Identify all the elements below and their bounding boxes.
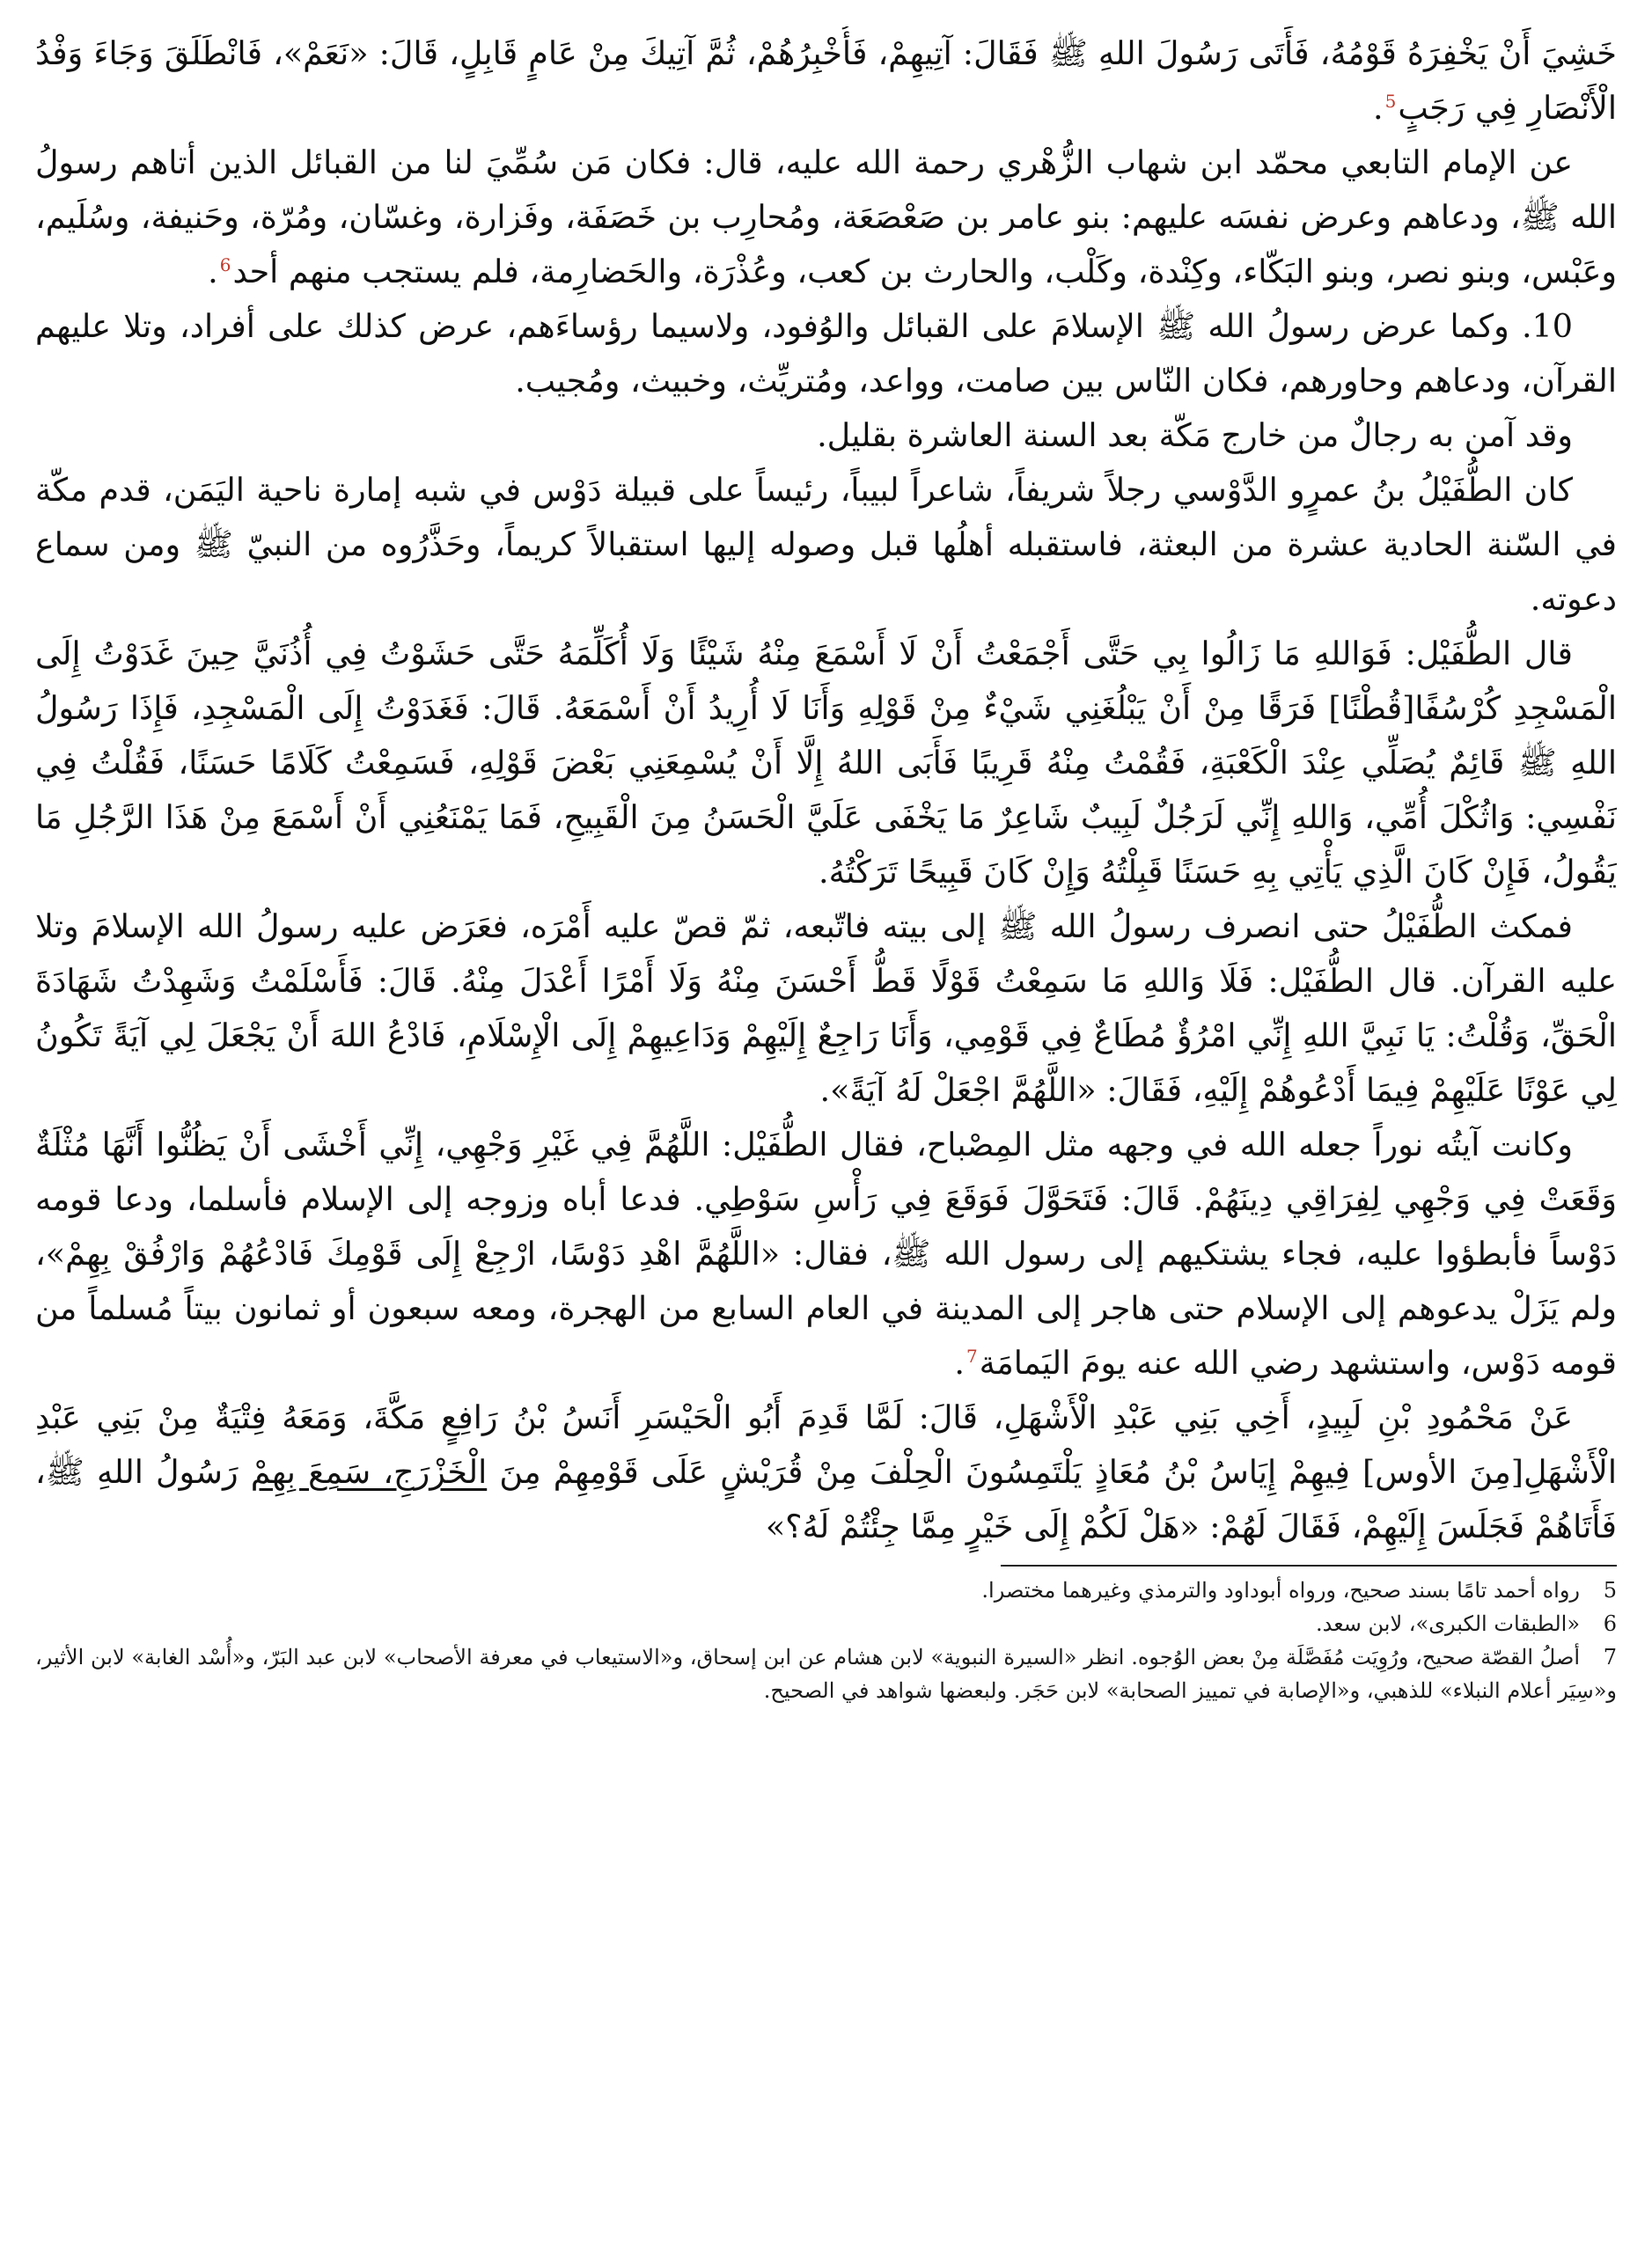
footnote-5: 5رواه أحمد تامًا بسند صحيح، ورواه أبوداود والترمذي وغيرهما مختصرا.	[35, 1574, 1617, 1607]
footnotes	[35, 1574, 1617, 1707]
paragraph-8: وكانت آيتُه نوراً جعله الله في وجهه مثل المِصْباح، فقال الطُّفَيْل: اللَّهُمَّ فِي غَيْرِ وَجْهِي، إِنِّي أَخْشَى أَنْ يَظُنُّوا أَنَّهَا مُثْلَةٌ وَقَعَتْ فِي وَجْهِي لِفِرَاقِي دِينَهُمْ. قَالَ: فَتَحَوَّلَ فَوَقَعَ فِي رَأْسِ سَوْطِي. فدعا أباه وزوجه إلى الإسلام فأسلما، ودعا قومه دَوْساً فأبطؤوا عليه، فجاء يشتكيهم إلى رسول الله ﷺ، فقال: «اللَّهُمَّ اهْدِ دَوْسًا، ارْجِعْ إِلَى قَوْمِكَ فَادْعُهُمْ وَارْفُقْ بِهِمْ»، ولم يَزَلْ يدعوهم إلى الإسلام حتى هاجر إلى المدينة في العام السابع من الهجرة، ومعه سبعون أو ثمانون بيتاً مُسلماً من قومه دَوْس، واستشهد رضي الله عنه يومَ اليَمامَة$^7$.	[35, 1126, 1617, 1382]
footnote-number: 7	[1603, 1645, 1617, 1670]
footnote-ref-6[interactable]: 6	[219, 253, 231, 275]
paragraph-7: فمكث الطُّفَيْلُ حتى انصرف رسولُ الله ﷺ إلى بيته فاتّبعه، ثمّ قصّ عليه أَمْرَه، فعَرَض عليه رسولُ الله الإسلامَ وتلا عليه القرآن. قال الطُّفَيْل: فَلَا وَاللهِ مَا سَمِعْتُ قَوْلًا قَطُّ أَحْسَنَ مِنْهُ وَلَا أَمْرًا أَعْدَلَ مِنْهُ. قَالَ: فَأَسْلَمْتُ وَشَهِدْتُ شَهَادَةَ الْحَقِّ، وَقُلْتُ: يَا نَبِيَّ اللهِ إِنِّي امْرُؤٌ مُطَاعٌ فِي قَوْمِي، وَأَنَا رَاجِعٌ إِلَيْهِمْ وَدَاعِيهِمْ إِلَى الْإِسْلَامِ، فَادْعُ اللهَ أَنْ يَجْعَلَ لِي آيَةً تَكُونُ لِي عَوْنًا عَلَيْهِمْ فِيمَا أَدْعُوهُمْ إِلَيْهِ، فَقَالَ: «اللَّهُمَّ اجْعَلْ لَهُ آيَةً».	[35, 907, 1617, 1109]
paragraph-3: 10. وكما عرض رسولُ الله ﷺ الإسلامَ على القبائل والوُفود، ولاسيما رؤساءَهم، عرض كذلك على أفراد، وتلا عليهم القرآن، ودعاهم وحاورهم، فكان النّاس بين صامت، وواعد، ومُتريِّث، وخبيث، ومُجيب.	[35, 307, 1617, 400]
main-text	[35, 26, 1617, 1554]
footnote-number: 5	[1603, 1578, 1617, 1603]
footnote-ref-7[interactable]: 7	[966, 1345, 978, 1367]
footnote-separator	[1001, 1565, 1617, 1567]
underlined-text: الْخَزْرَجِ، سَمِعَ بِهِمْ	[250, 1453, 488, 1491]
paragraph-1: خَشِيَ أَنْ يَخْفِرَهُ قَوْمُهُ، فَأَتَى رَسُولَ اللهِ ﷺ فَقَالَ: آتِيهِمْ، فَأُخْبِرُهُمْ، ثُمَّ آتِيكَ مِنْ عَامٍ قَابِلٍ، قَالَ: «نَعَمْ»، فَانْطَلَقَ وَجَاءَ وَفْدُ الْأَنْصَارِ فِي رَجَبٍ$^5$.	[35, 34, 1617, 127]
paragraph-6: قال الطُّفَيْل: فَوَاللهِ مَا زَالُوا بِي حَتَّى أَجْمَعْتُ أَنْ لَا أَسْمَعَ مِنْهُ شَيْئًا وَلَا أُكَلِّمَهُ حَتَّى حَشَوْتُ فِي أُذُنَيَّ حِينَ غَدَوْتُ إِلَى الْمَسْجِدِ كُرْسُفًا[قُطْنًا] فَرَقًا مِنْ أَنْ يَبْلُغَنِي شَيْءٌ مِنْ قَوْلِهِ وَأَنَا لَا أُرِيدُ أَنْ أَسْمَعَهُ. قَالَ: فَغَدَوْتُ إِلَى الْمَسْجِدِ، فَإِذَا رَسُولُ اللهِ ﷺ قَائِمٌ يُصَلِّي عِنْدَ الْكَعْبَةِ، فَقُمْتُ مِنْهُ قَرِيبًا فَأَبَى اللهُ إِلَّا أَنْ يُسْمِعَنِي بَعْضَ قَوْلِهِ، فَسَمِعْتُ كَلَامًا حَسَنًا، فَقُلْتُ فِي نَفْسِي: وَاثُكْلَ أُمِّي، وَاللهِ إِنِّي لَرَجُلٌ لَبِيبٌ شَاعِرٌ مَا يَخْفَى عَلَيَّ الْحَسَنُ مِنَ الْقَبِيحِ، فَمَا يَمْنَعُنِي أَنْ أَسْمَعَ مِنْ هَذَا الرَّجُلِ مَا يَقُولُ، فَإِنْ كَانَ الَّذِي يَأْتِي بِهِ حَسَنًا قَبِلْتُهُ وَإِنْ كَانَ قَبِيحًا تَرَكْتُهُ.	[35, 635, 1617, 891]
paragraph-5: كان الطُّفَيْلُ بنُ عمرٍو الدَّوْسي رجلاً شريفاً، شاعراً لبيباً، رئيساً على قبيلة دَوْس في شبه إمارة ناحية اليَمَن، قدم مكّة في السّنة الحادية عشرة من البعثة، فاستقبله أهلُها قبل وصوله إليها استقبالاً كريماً، وحَذَّرُوه من النبيّ ﷺ ومن سماع دعوته.	[35, 471, 1617, 618]
book-page	[35, 26, 1617, 2227]
paragraph-2: عن الإمام التابعي محمّد ابن شهاب الزُّهْري رحمة الله عليه، قال: فكان مَن سُمِّيَ لنا من القبائل الذين أتاهم رسولُ الله ﷺ، ودعاهم وعرض نفسَه عليهم: بنو عامر بن صَعْصَعَة، ومُحارِب بن خَصَفَة، وفَزارة، وغسّان، ومُرّة، وحَنيفة، وسُلَيم، وعَبْس، وبنو نصر، وبنو البَكّاء، وكِنْدة، وكَلْب، والحارث بن كعب، وعُذْرَة، والحَضارِمة، فلم يستجب منهم أحد$^6$.	[35, 143, 1617, 290]
footnote-ref-5[interactable]: 5	[1384, 90, 1397, 112]
footnote-7: 7أصلُ القصّة صحيح، ورُوِيَت مُفَصَّلَة مِنْ بعض الوُجوه. انظر «السيرة النبوية» لابن هشام عن ابن إسحاق، و«الاستيعاب في معرفة الأصحاب» لابن عبد البَرّ، و«أُسْد الغابة» لابن الأثير، و«سِيَر أعلام النبلاء» للذهبي، و«الإصابة في تمييز الصحابة» لابن حَجَر. ولبعضها شواهد في الصحيح.	[35, 1640, 1617, 1707]
footnote-6: 6«الطبقات الكبرى»، لابن سعد.	[35, 1607, 1617, 1640]
paragraph-4: وقد آمن به رجالٌ من خارج مَكّة بعد السنة العاشرة بقليل.	[817, 416, 1573, 454]
footnote-number: 6	[1603, 1611, 1617, 1636]
paragraph-9: عَنْ مَحْمُودِ بْنِ لَبِيدٍ، أَخِي بَنِي عَبْدِ الْأَشْهَلِ، قَالَ: لَمَّا قَدِمَ أَبُو الْحَيْسَرِ أَنَسُ بْنُ رَافِعٍ مَكَّةَ، وَمَعَهُ فِتْيَةٌ مِنْ بَنِي عَبْدِ الْأَشْهَلِ[مِنَ الأوس] فِيهِمْ إِيَاسُ بْنُ مُعَاذٍ يَلْتَمِسُونَ الْحِلْفَ مِنْ قُرَيْشٍ عَلَى قَوْمِهِمْ مِنَ الْخَزْرَجِ، سَمِعَ بِهِمْ رَسُولُ اللهِ ﷺ، فَأَتَاهُمْ فَجَلَسَ إِلَيْهِمْ، فَقَالَ لَهُمْ: «هَلْ لَكُمْ إِلَى خَيْرٍ مِمَّا جِئْتُمْ لَهُ؟»	[35, 1398, 1617, 1545]
